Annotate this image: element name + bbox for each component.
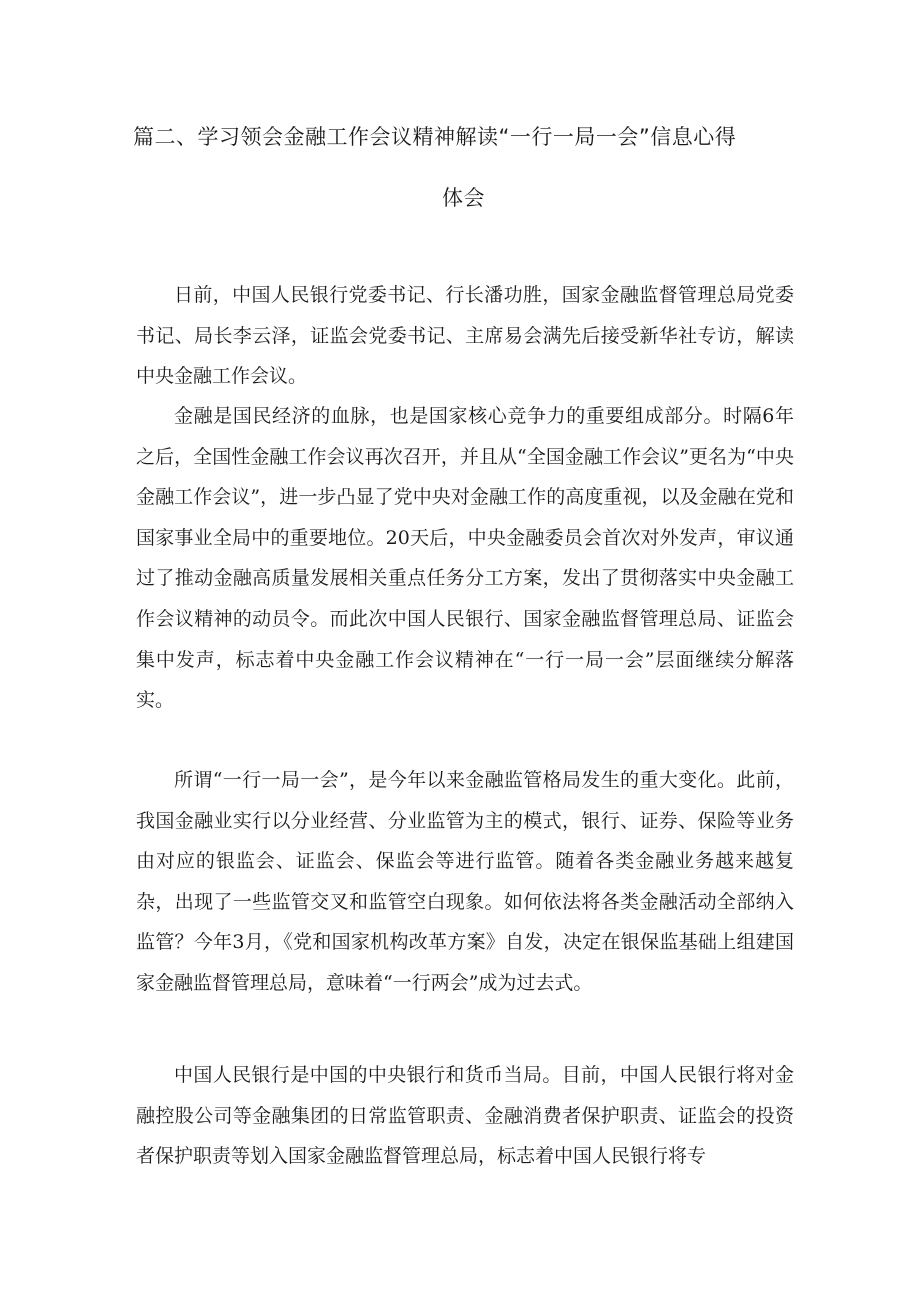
paragraph-3: 所谓“一行一局一会”，是今年以来金融监管格局发生的重大变化。此前，我国金融业实行以分业经营、分业监管为主的模式，银行、证券、保险等业务由对应的银监会、证监会、保监会等进行监管。随着各类金融业务越来越复杂，出现了一些监管交叉和监管空白现象。如何依法将各类金融活动全部纳入监管？今年3月，《党和国家机构改革方案》自发，决定在银保监基础上组建国家金融监督管理总局，意味着“一行两会”成为过去式。 — [136, 769, 794, 994]
paragraph-2: 金融是国民经济的血脉，也是国家核心竞争力的重要组成部分。时隔6年之后，全国性金融工作会议再次召开，并且从“全国金融工作会议”更名为“中央金融工作会议”，进一步凸显了党中央对金融工作的高度重视，以及金融在党和国家事业全局中的重要地位。20天后，中央金融委员会首次对外发声，审议通过了推动金融高质量发展相关重点任务分工方案，发出了贯彻落实中央金融工作会议精神的动员令。而此次中国人民银行、国家金融监督管理总局、证监会集中发声，标志着中央金融工作会议精神在“一行一局一会”层面继续分解落实。 — [136, 405, 794, 712]
document-title-line-2: 体会 — [442, 186, 485, 210]
document-title-line-1: 篇二、学习领会金融工作会议精神解读“一行一局一会”信息心得 — [133, 125, 737, 149]
paragraph-4: 中国人民银行是中国的中央银行和货币当局。目前，中国人民银行将对金融控股公司等金融集团的日常监管职责、金融消费者保护职责、证监会的投资者保护职责等划入国家金融监督管理总局，标志着中国人民银行将专 — [136, 1064, 794, 1168]
paragraph-1: 日前，中国人民银行党委书记、行长潘功胜，国家金融监督管理总局党委书记、局长李云泽，证监会党委书记、主席易会满先后接受新华社专访，解读中央金融工作会议。 — [136, 284, 794, 388]
